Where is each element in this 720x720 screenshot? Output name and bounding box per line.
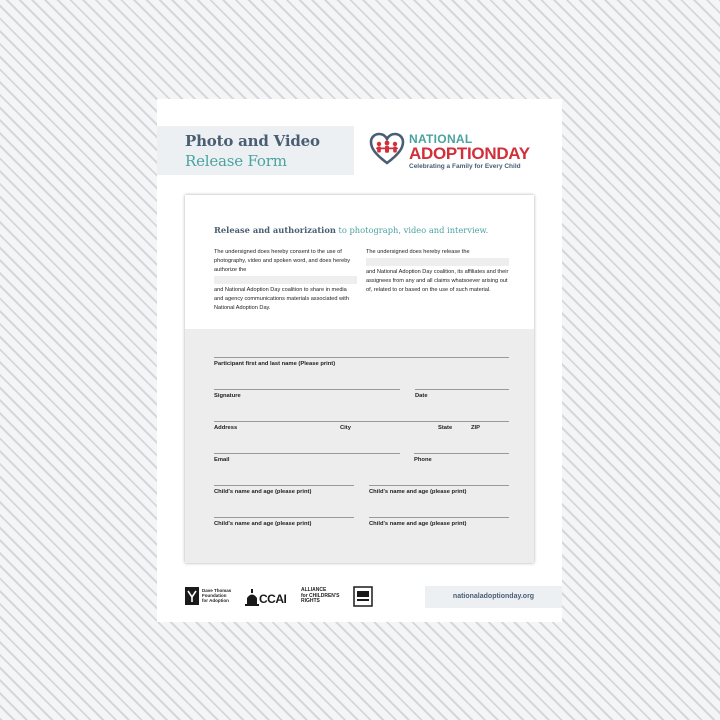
date-label: Date [415, 393, 428, 399]
partner-badge-icon [353, 586, 373, 607]
website-band [425, 586, 562, 608]
consent-text-part1: The undersigned does hereby consent to the use of photography, video and spoken word, and does hereby authorize the [214, 249, 351, 273]
state-label: State [438, 425, 453, 431]
child1-line[interactable] [214, 485, 354, 486]
logo-adoption-text [409, 144, 530, 164]
participant-name-label: Participant first and last name (Please print) [214, 361, 336, 367]
address-line[interactable] [214, 421, 509, 422]
address-label: Address [214, 425, 238, 431]
phone-line[interactable] [414, 453, 509, 454]
release-heading [214, 225, 488, 235]
dave-thomas-foundation-icon [185, 587, 199, 605]
email-label: Email [214, 457, 230, 463]
date-line[interactable] [415, 389, 509, 390]
zip-label: ZIP [471, 425, 481, 431]
release-text-part2: and National Adoption Day coalition, its affiliates and their assignees from any and all claims whatsoever arising out of, related to or based on the use of such material. [366, 269, 509, 293]
alliance-line3: RIGHTS [301, 598, 320, 604]
logo-day-word: DAY [496, 144, 530, 163]
signature-label: Signature [214, 393, 241, 399]
child4-line[interactable] [369, 517, 509, 518]
alliance-childrens-rights-text [301, 588, 339, 605]
child3-label: Child's name and age (please print) [214, 521, 312, 527]
release-paragraph [366, 248, 509, 295]
consent-text-part2: and National Adoption Day coalition to share in media and agency communications materials associated with National Adoption Day. [214, 287, 349, 311]
city-label: City [340, 425, 351, 431]
dave-thomas-line1: Dave Thomas [202, 588, 232, 593]
phone-label: Phone [414, 457, 432, 463]
email-line[interactable] [214, 453, 400, 454]
partner-logos [185, 584, 385, 610]
participant-name-line[interactable] [214, 357, 509, 358]
heart-family-icon [369, 132, 405, 166]
child3-line[interactable] [214, 517, 354, 518]
dave-thomas-line3: for Adoption [202, 598, 229, 603]
release-heading-bold: Release and authorization [214, 225, 336, 235]
ccai-text: CCAI [259, 592, 287, 606]
organization-blank-1[interactable] [214, 276, 357, 284]
release-heading-rest: to photograph, video and interview. [335, 225, 489, 235]
alliance-line2: for CHILDREN'S [301, 592, 340, 599]
release-form-card [185, 195, 534, 563]
logo-tagline: Celebrating a Family for Every Child [409, 163, 521, 170]
consent-paragraph [214, 248, 357, 313]
website-link[interactable]: nationaladoptionday.org [452, 593, 535, 600]
form-title-line2: Release Form [185, 152, 287, 170]
child2-line[interactable] [369, 485, 509, 486]
dave-thomas-foundation-text [202, 588, 231, 603]
ccai-capitol-icon [245, 588, 259, 606]
logo-adoption-word: ADOPTION [409, 144, 497, 163]
child1-label: Child's name and age (please print) [214, 489, 312, 495]
national-adoption-day-logo [369, 132, 539, 172]
release-text-part1: The undersigned does hereby release the [366, 249, 470, 255]
dave-thomas-line2: Foundation [202, 593, 227, 598]
signature-line[interactable] [214, 389, 400, 390]
organization-blank-2[interactable] [366, 258, 509, 266]
logo-national-text: NATIONAL [409, 132, 473, 146]
child4-label: Child's name and age (please print) [369, 521, 467, 527]
form-title-line1: Photo and Video [185, 132, 320, 150]
release-form-page [157, 99, 562, 622]
child2-label: Child's name and age (please print) [369, 489, 467, 495]
alliance-line1: ALLIANCE [301, 587, 327, 593]
